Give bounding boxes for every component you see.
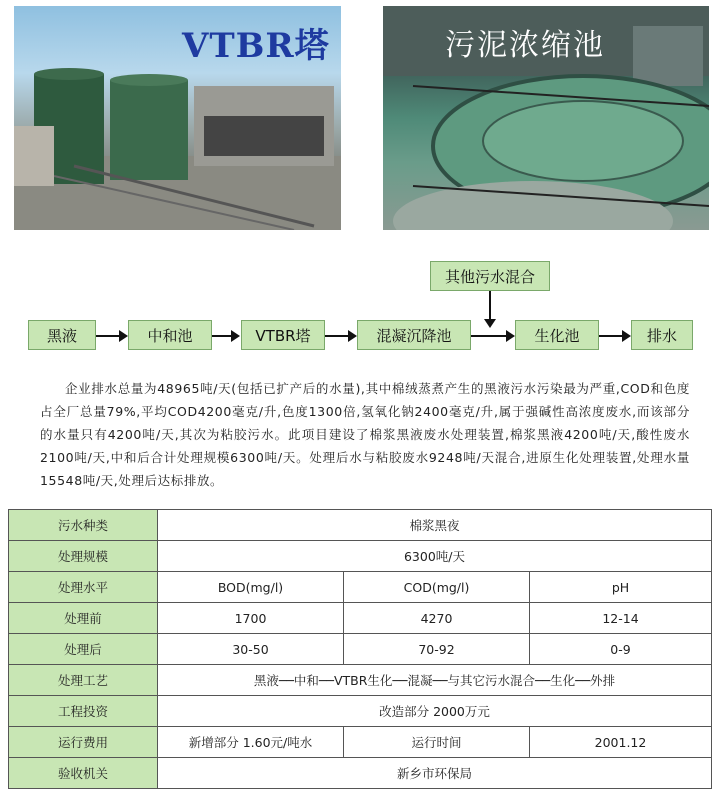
flow-down-arrow: [489, 291, 491, 325]
flow-arrow: [325, 335, 355, 337]
flow-step-vtbr-tower: VTBR塔: [241, 320, 325, 350]
row-label: 处理工艺: [9, 665, 158, 696]
flow-arrow: [471, 335, 513, 337]
table-row: [9, 665, 712, 696]
flow-step-coagulation-settling-tank: 混凝沉降池: [357, 320, 471, 350]
table-row: [9, 696, 712, 727]
sludge-tank-photo: [383, 6, 709, 230]
row-label: 处理后: [9, 634, 158, 665]
flow-arrow: [212, 335, 238, 337]
flow-step-black-liquor: 黑液: [28, 320, 96, 350]
table-row: [9, 727, 712, 758]
cell-value: 70-92: [344, 634, 530, 665]
table-row: [9, 758, 712, 789]
cell-value: pH: [530, 572, 712, 603]
row-label: 工程投资: [9, 696, 158, 727]
cell-value: 1700: [158, 603, 344, 634]
cell-value: 12-14: [530, 603, 712, 634]
cell-value: 30-50: [158, 634, 344, 665]
cell-value: 运行时间: [344, 727, 530, 758]
cell-value: 改造部分 2000万元: [158, 696, 712, 727]
row-label: 污水种类: [9, 510, 158, 541]
row-label: 运行费用: [9, 727, 158, 758]
cell-value: 0-9: [530, 634, 712, 665]
vtbr-tower-photo: [14, 6, 341, 230]
table-row: [9, 572, 712, 603]
flow-arrow: [599, 335, 629, 337]
table-row: [9, 510, 712, 541]
cell-value: 新增部分 1.60元/吨水: [158, 727, 344, 758]
row-label: 验收机关: [9, 758, 158, 789]
cell-value: 新乡市环保局: [158, 758, 712, 789]
flow-step-discharge: 排水: [631, 320, 693, 350]
cell-value: BOD(mg/l): [158, 572, 344, 603]
row-label: 处理前: [9, 603, 158, 634]
flow-side-input-other-wastewater: 其他污水混合: [430, 261, 550, 291]
flow-arrow: [96, 335, 126, 337]
table-row: [9, 541, 712, 572]
table-row: [9, 603, 712, 634]
project-description: 企业排水总量为48965吨/天(包括已扩产后的水量),其中棉绒蒸煮产生的黑液污水污染最为严重,COD和色度占全厂总量79%,平均COD4200毫克/升,色度1300倍,氢氧化钠2400毫克/升,属于强碱性高浓度废水,而该部分的水量只有4200吨/天,其次为粘胶污水。此项目建设了棉浆黑液废水处理装置,棉浆黑液4200吨/天,酸性废水2100吨/天,中和后合计处理规模6300吨/天。处理后水与粘胶废水9248吨/天混合,进原生化处理装置,处理水量15548吨/天,处理后达标排放。: [40, 381, 690, 488]
vtbr-tower-caption: VTBR塔: [182, 26, 330, 66]
cell-value: 6300吨/天: [158, 541, 712, 572]
treatment-data-table: [8, 509, 712, 789]
cell-value: 棉浆黑夜: [158, 510, 712, 541]
cell-value: COD(mg/l): [344, 572, 530, 603]
cell-value: 黑液──中和──VTBR生化──混凝──与其它污水混合──生化──外排: [158, 665, 712, 696]
table-row: [9, 634, 712, 665]
row-label: 处理规模: [9, 541, 158, 572]
cell-value: 4270: [344, 603, 530, 634]
flow-step-biochemical-tank: 生化池: [515, 320, 599, 350]
flow-step-neutralization-tank: 中和池: [128, 320, 212, 350]
sludge-tank-caption: 污泥浓缩池: [445, 28, 605, 63]
row-label: 处理水平: [9, 572, 158, 603]
cell-value: 2001.12: [530, 727, 712, 758]
